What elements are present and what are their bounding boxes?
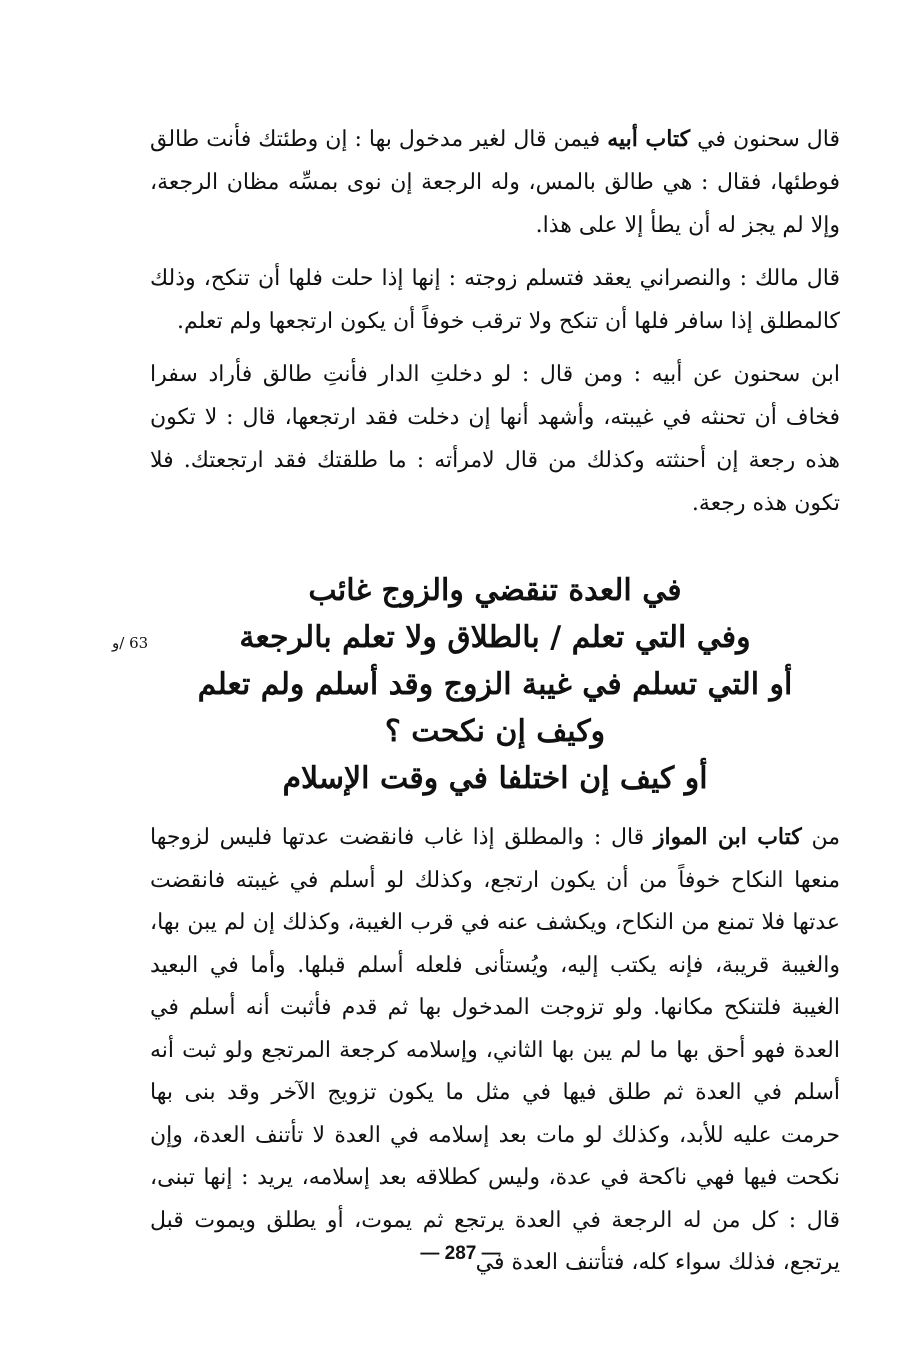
heading-line: وفي التي تعلم / بالطلاق ولا تعلم بالرجعة bbox=[239, 620, 751, 655]
section-body bbox=[150, 816, 840, 1285]
heading-line: في العدة تنقضي والزوج غائب bbox=[308, 573, 682, 608]
paragraph-text: فيمن قال لغير مدخول بها : إن وطئتك فأنت طالق فوطئها، فقال : هي طالق بالمس، وله الرجعة إن نوى بمسِّه مظان الرجعة، وإلا لم يجز له أن يطأ إلا على هذا. bbox=[150, 127, 840, 238]
paragraph-ibn-sahnun bbox=[150, 353, 840, 525]
paragraph-ibn-al-mawaz bbox=[150, 816, 840, 1285]
paragraph-text: قال سحنون في bbox=[690, 127, 840, 152]
book-title: كتاب أبيه bbox=[607, 126, 691, 152]
paragraph-text: ابن سحنون عن أبيه : ومن قال : لو دخلتِ الدار فأنتِ طالق فأراد سفرا فخاف أن تحنثه في غيبته، وأشهد أنها إن دخلت فقد ارتجعها، قال : لا تكون هذه رجعة إن أحنثته وكذلك من قال لامرأته : ما طلقتك فقد ارتجعتك. فلا تكون هذه رجعة. bbox=[150, 362, 840, 516]
heading-line: أو كيف إن اختلفا في وقت الإسلام bbox=[282, 761, 708, 796]
paragraph-text: قال : والمطلق إذا غاب فانقضت عدتها فليس لزوجها منعها النكاح خوفاً من أن يكون ارتجع، وكذلك لو أسلم في غيبته فانقضت عدتها فلا تمنع من النكاح، ويكشف عنه في قرب الغيبة، وكذلك إن لم يبن بها، والغيبة قريبة، فإنه يكتب إليه، ويُستأنى فلعله أسلم قبلها. وأما في البعيد الغيبة فلتنكح مكانها. ولو تزوجت المدخول بها ثم قدم فأثبت أنه أسلم في العدة فهو أحق بها ما لم يبن بها الثاني، وإسلامه كرجعة المرتجع ولو ثبت أنه أسلم في العدة ثم طلق فيها في مثل ما يكون تزويج الآخر وقد بنى بها حرمت عليه للأبد، وكذلك لو مات بعد إسلامه في العدة لا تأتنف العدة، وإن نكحت فيها فهي ناكحة في عدة، وليس كطلاقه بعد إسلامه، يريد : إنها تبنى، قال : كل من له الرجعة في العدة يرتجع ثم يموت، أو يطلق ويموت قبل يرتجع، فذلك سواء كله، فتأتنف العدة في bbox=[150, 825, 840, 1275]
section-heading bbox=[150, 567, 840, 802]
page-number: — 287 — bbox=[420, 1243, 501, 1264]
page-body bbox=[150, 118, 840, 1295]
paragraph-malik bbox=[150, 257, 840, 343]
paragraph-sahnun bbox=[150, 118, 840, 247]
heading-line: وكيف إن نكحت ؟ bbox=[384, 714, 606, 749]
margin-folio-note: 63 /و bbox=[112, 634, 149, 652]
paragraph-text: من bbox=[801, 825, 840, 850]
paragraph-text: قال مالك : والنصراني يعقد فتسلم زوجته : إنها إذا حلت فلها أن تنكح، وذلك كالمطلق إذا سافر فلها أن تنكح ولا ترقب خوفاً أن يكون ارتجعها ولم تعلم. bbox=[150, 266, 840, 334]
heading-line: أو التي تسلم في غيبة الزوج وقد أسلم ولم تعلم bbox=[197, 667, 793, 702]
book-title: كتاب ابن المواز bbox=[653, 824, 802, 850]
